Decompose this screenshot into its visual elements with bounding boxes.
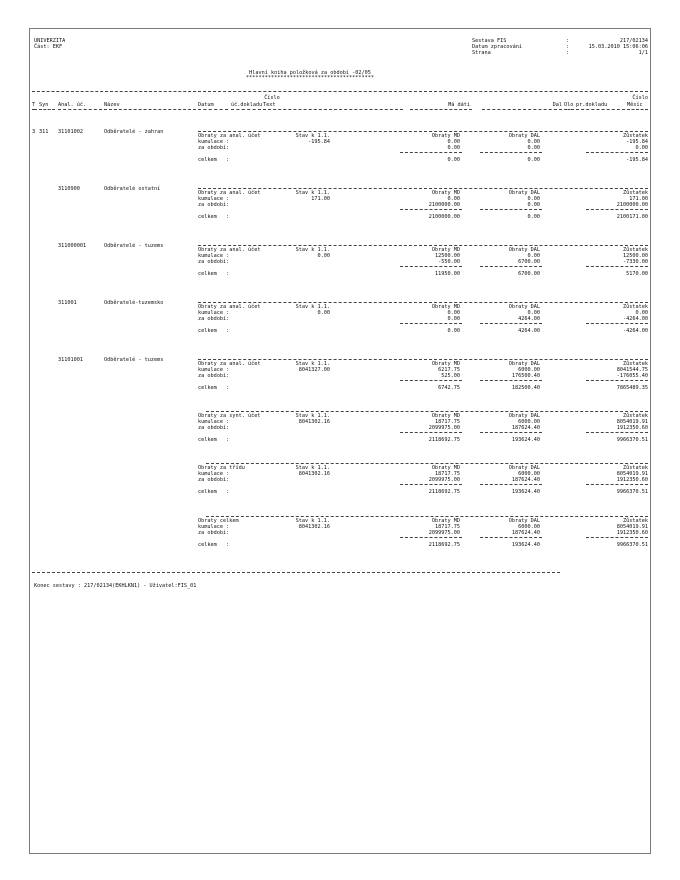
md-value: -550.00: [438, 259, 460, 265]
rule: [198, 91, 648, 92]
subtotal-rule: [586, 209, 648, 210]
col-uc-dokladu: úč.dokladu: [231, 102, 263, 108]
block-top-rule: [198, 359, 648, 360]
col-mesic: Měsíc: [627, 102, 643, 108]
zustatek-value: Zůstatek: [623, 133, 648, 139]
col-cislo-uc: Číslo: [264, 95, 280, 101]
dal-value: Obraty DAL: [508, 465, 540, 471]
line-label: za období:: [198, 316, 230, 322]
report-number: 217/02134: [619, 38, 648, 44]
col-cislo-pr: Číslo: [632, 95, 648, 101]
celkem-md: 0.00: [447, 157, 460, 163]
line-label: kumulace :: [198, 196, 230, 202]
stav-value: -195.84: [308, 139, 330, 145]
md-value: 0.00: [447, 316, 460, 322]
stav-value: 8041302.16: [298, 419, 330, 425]
rule: [564, 109, 574, 110]
page-sep: :: [566, 50, 570, 56]
account-anal: 31101001: [58, 357, 83, 363]
account-t: 3: [32, 129, 36, 135]
account-syn: 311: [39, 129, 49, 135]
dal-value: 0.00: [527, 310, 540, 316]
zustatek-value: -195.84: [626, 139, 648, 145]
col-datum: Datum: [198, 102, 214, 108]
rule: [58, 109, 102, 110]
celkem-dal: 193624.40: [511, 489, 540, 495]
subtotal-rule: [586, 152, 648, 153]
subtotal-rule: [400, 432, 462, 433]
dal-value: Obraty DAL: [508, 413, 540, 419]
block-top-rule: [198, 131, 648, 132]
col-syn: Syn: [39, 102, 49, 108]
date-sep: :: [566, 44, 570, 50]
rule: [104, 109, 196, 110]
line-label: za období:: [198, 530, 230, 536]
zustatek-value: Zůstatek: [623, 247, 648, 253]
celkem-dal: 193624.40: [511, 542, 540, 548]
md-value: 0.00: [447, 196, 460, 202]
subtotal-rule: [586, 537, 648, 538]
stav-value: 171.00: [311, 196, 330, 202]
dal-value: 6000.00: [518, 367, 540, 373]
dal-value: 0.00: [527, 139, 540, 145]
account-name: Odběratelé - tuzems: [104, 357, 164, 363]
celkem-zustatek: -195.84: [626, 157, 648, 163]
zustatek-value: 8041544.75: [616, 367, 648, 373]
dal-value: Obraty DAL: [508, 304, 540, 310]
account-name: Odběratelé-tuzemsko: [104, 300, 164, 306]
page-number: 1/1: [638, 50, 648, 56]
account-anal: 311000001: [58, 243, 87, 249]
celkem-zustatek: 7865489.35: [616, 385, 648, 391]
celkem-label: celkem :: [198, 214, 230, 220]
celkem-zustatek: 9966370.51: [616, 489, 648, 495]
account-name: Odběratelé - zahran: [104, 129, 164, 135]
celkem-md: 2118692.75: [428, 489, 460, 495]
zustatek-value: Zůstatek: [623, 518, 648, 524]
end-rule: [32, 572, 560, 573]
celkem-dal: 182500.40: [511, 385, 540, 391]
celkem-dal: 193624.40: [511, 437, 540, 443]
line-label: Obraty celkem: [198, 518, 239, 524]
zustatek-value: 171.00: [629, 196, 648, 202]
dal-value: Obraty DAL: [508, 133, 540, 139]
celkem-md: 11950.00: [435, 271, 460, 277]
md-value: 2099975.00: [428, 425, 460, 431]
zustatek-value: Zůstatek: [623, 361, 648, 367]
dal-value: Obraty DAL: [508, 361, 540, 367]
rule: [110, 91, 196, 92]
line-label: kumulace :: [198, 471, 230, 477]
md-value: 0.00: [447, 139, 460, 145]
stav-value: Stav k 1.1.: [295, 304, 330, 310]
col-text: Text: [263, 102, 276, 108]
dal-value: 0.00: [527, 202, 540, 208]
zustatek-value: 8054019.91: [616, 524, 648, 530]
block-top-rule: [206, 463, 648, 464]
line-label: kumulace :: [198, 310, 230, 316]
md-value: Obraty MD: [431, 413, 460, 419]
dal-value: 0.00: [527, 253, 540, 259]
dal-value: 6000.00: [518, 419, 540, 425]
block-top-rule: [206, 411, 648, 412]
stav-value: Stav k 1.1.: [295, 518, 330, 524]
stav-value: 0.00: [317, 310, 330, 316]
line-label: Obraty za anal. účet: [198, 190, 261, 196]
dal-value: 187624.40: [511, 477, 540, 483]
org-name: UNIVERZITA: [34, 38, 66, 44]
col-olo: Olo: [564, 102, 574, 108]
md-value: 18717.75: [435, 524, 460, 530]
subtotal-rule: [480, 323, 542, 324]
report-title: Hlavní kniha položková za období -02/05: [249, 70, 371, 76]
subtotal-rule: [480, 484, 542, 485]
md-value: 0.00: [447, 310, 460, 316]
line-label: Obraty za anal. účet: [198, 361, 261, 367]
subtotal-rule: [480, 209, 542, 210]
celkem-zustatek: 9966370.51: [616, 437, 648, 443]
celkem-label: celkem :: [198, 328, 230, 334]
stav-value: Stav k 1.1.: [295, 247, 330, 253]
zustatek-value: 1912350.60: [616, 530, 648, 536]
subtotal-rule: [400, 484, 462, 485]
subtotal-rule: [586, 266, 648, 267]
line-label: Obraty za třídu: [198, 465, 245, 471]
line-label: kumulace :: [198, 524, 230, 530]
celkem-label: celkem :: [198, 437, 230, 443]
dal-value: 6000.00: [518, 471, 540, 477]
zustatek-value: 2100000.00: [616, 202, 648, 208]
title-underline: *****************************************: [245, 75, 375, 81]
celkem-label: celkem :: [198, 489, 230, 495]
celkem-dal: 6700.00: [518, 271, 540, 277]
line-label: kumulace :: [198, 367, 230, 373]
subtotal-rule: [480, 432, 542, 433]
celkem-label: celkem :: [198, 385, 230, 391]
celkem-zustatek: 9966370.51: [616, 542, 648, 548]
celkem-label: celkem :: [198, 542, 230, 548]
subtotal-rule: [400, 380, 462, 381]
zustatek-value: 1912350.60: [616, 425, 648, 431]
celkem-zustatek: 2100171.00: [616, 214, 648, 220]
report-label: Sestava FIS: [472, 38, 507, 44]
celkem-zustatek: 5170.00: [626, 271, 648, 277]
zustatek-value: 1912350.60: [616, 477, 648, 483]
dal-value: 0.00: [527, 196, 540, 202]
zustatek-value: 8054019.91: [616, 471, 648, 477]
col-t: T: [32, 102, 36, 108]
celkem-dal: 4264.00: [518, 328, 540, 334]
md-value: 2100000.00: [428, 202, 460, 208]
celkem-md: 2118692.75: [428, 542, 460, 548]
md-value: Obraty MD: [431, 465, 460, 471]
dal-value: Obraty DAL: [508, 190, 540, 196]
rule: [32, 109, 37, 110]
report-footer: Konec sestavy : 217/02134(EKHLKN1) - Uživatel:FIS_01: [34, 583, 197, 589]
line-label: Obraty za anal. účet: [198, 133, 261, 139]
subtotal-rule: [586, 380, 648, 381]
subtotal-rule: [586, 432, 648, 433]
org-part: Část: EKF: [34, 44, 63, 50]
md-value: 2099975.00: [428, 530, 460, 536]
zustatek-value: Zůstatek: [623, 413, 648, 419]
rule: [32, 91, 108, 92]
dal-value: Obraty DAL: [508, 518, 540, 524]
zustatek-value: -176055.40: [616, 373, 648, 379]
celkem-dal: 0.00: [527, 157, 540, 163]
report-sep: :: [566, 38, 570, 44]
col-dal: Dal: [552, 102, 562, 108]
line-label: Obraty za synt. účet: [198, 413, 261, 419]
rule: [39, 109, 55, 110]
dal-value: 187624.40: [511, 530, 540, 536]
dal-value: 4264.00: [518, 316, 540, 322]
line-label: za období:: [198, 259, 230, 265]
md-value: Obraty MD: [431, 133, 460, 139]
stav-value: 8041327.00: [298, 367, 330, 373]
block-top-rule: [206, 516, 648, 517]
subtotal-rule: [586, 484, 648, 485]
md-value: Obraty MD: [431, 190, 460, 196]
md-value: Obraty MD: [431, 518, 460, 524]
celkem-dal: 0.00: [527, 214, 540, 220]
subtotal-rule: [400, 266, 462, 267]
subtotal-rule: [400, 537, 462, 538]
md-value: 6217.75: [438, 367, 460, 373]
block-top-rule: [198, 188, 648, 189]
dal-value: 6000.00: [518, 524, 540, 530]
zustatek-value: Zůstatek: [623, 465, 648, 471]
line-label: kumulace :: [198, 139, 230, 145]
rule: [231, 109, 261, 110]
line-label: za období:: [198, 202, 230, 208]
md-value: 12500.00: [435, 253, 460, 259]
line-label: za období:: [198, 477, 230, 483]
date-label: Datum zpracování: [472, 44, 522, 50]
subtotal-rule: [586, 323, 648, 324]
md-value: 2099975.00: [428, 477, 460, 483]
dal-value: Obraty DAL: [508, 247, 540, 253]
report-page: [29, 28, 651, 854]
dal-value: 6700.00: [518, 259, 540, 265]
zustatek-value: 0.00: [635, 310, 648, 316]
dal-value: 176500.40: [511, 373, 540, 379]
zustatek-value: -7330.00: [623, 259, 648, 265]
dal-value: 0.00: [527, 145, 540, 151]
stav-value: Stav k 1.1.: [295, 133, 330, 139]
account-anal: 31101002: [58, 129, 83, 135]
page-label: Strana: [472, 50, 491, 56]
stav-value: 8041302.16: [298, 471, 330, 477]
celkem-label: celkem :: [198, 271, 230, 277]
line-label: za období:: [198, 373, 230, 379]
md-value: Obraty MD: [431, 361, 460, 367]
subtotal-rule: [480, 380, 542, 381]
stav-value: Stav k 1.1.: [295, 465, 330, 471]
celkem-md: 2100000.00: [428, 214, 460, 220]
account-name: Odběratelé - tuzems: [104, 243, 164, 249]
processing-date: 15.03.2010 15:06:06: [588, 44, 648, 50]
celkem-md: 2118692.75: [428, 437, 460, 443]
celkem-md: 0.00: [447, 328, 460, 334]
stav-value: Stav k 1.1.: [295, 361, 330, 367]
zustatek-value: 12500.00: [623, 253, 648, 259]
account-anal: 3110900: [58, 186, 80, 192]
md-value: 525.00: [441, 373, 460, 379]
celkem-label: celkem :: [198, 157, 230, 163]
md-value: 18717.75: [435, 471, 460, 477]
celkem-md: 6742.75: [438, 385, 460, 391]
subtotal-rule: [400, 323, 462, 324]
line-label: za období:: [198, 145, 230, 151]
line-label: za období:: [198, 425, 230, 431]
zustatek-value: Zůstatek: [623, 304, 648, 310]
line-label: kumulace :: [198, 253, 230, 259]
md-value: 0.00: [447, 145, 460, 151]
zustatek-value: Zůstatek: [623, 190, 648, 196]
line-label: kumulace :: [198, 419, 230, 425]
col-nazev: Název: [104, 102, 120, 108]
md-value: 18717.75: [435, 419, 460, 425]
rule: [198, 109, 228, 110]
account-anal: 311001: [58, 300, 77, 306]
stav-value: Stav k 1.1.: [295, 190, 330, 196]
rule: [627, 109, 648, 110]
zustatek-value: -4264.00: [623, 316, 648, 322]
subtotal-rule: [480, 266, 542, 267]
line-label: Obraty za anal. účet: [198, 304, 261, 310]
md-value: Obraty MD: [431, 247, 460, 253]
account-name: Odběratelé ostatní: [104, 186, 161, 192]
md-value: Obraty MD: [431, 304, 460, 310]
line-label: Obraty za anal. účet: [198, 247, 261, 253]
rule: [576, 109, 625, 110]
subtotal-rule: [480, 152, 542, 153]
rule: [410, 109, 472, 110]
subtotal-rule: [400, 209, 462, 210]
subtotal-rule: [480, 537, 542, 538]
stav-value: Stav k 1.1.: [295, 413, 330, 419]
rule: [263, 109, 403, 110]
zustatek-value: 8054019.91: [616, 419, 648, 425]
col-ma-dati: Má dáti: [448, 102, 470, 108]
stav-value: 0.00: [317, 253, 330, 259]
block-top-rule: [198, 245, 648, 246]
col-anal: Anal. úč.: [58, 102, 87, 108]
stav-value: 8041302.16: [298, 524, 330, 530]
celkem-zustatek: -4264.00: [623, 328, 648, 334]
block-top-rule: [198, 302, 648, 303]
col-pr-dokladu: pr.dokladu: [576, 102, 608, 108]
subtotal-rule: [400, 152, 462, 153]
dal-value: 187624.40: [511, 425, 540, 431]
zustatek-value: 0.00: [635, 145, 648, 151]
rule: [482, 109, 562, 110]
